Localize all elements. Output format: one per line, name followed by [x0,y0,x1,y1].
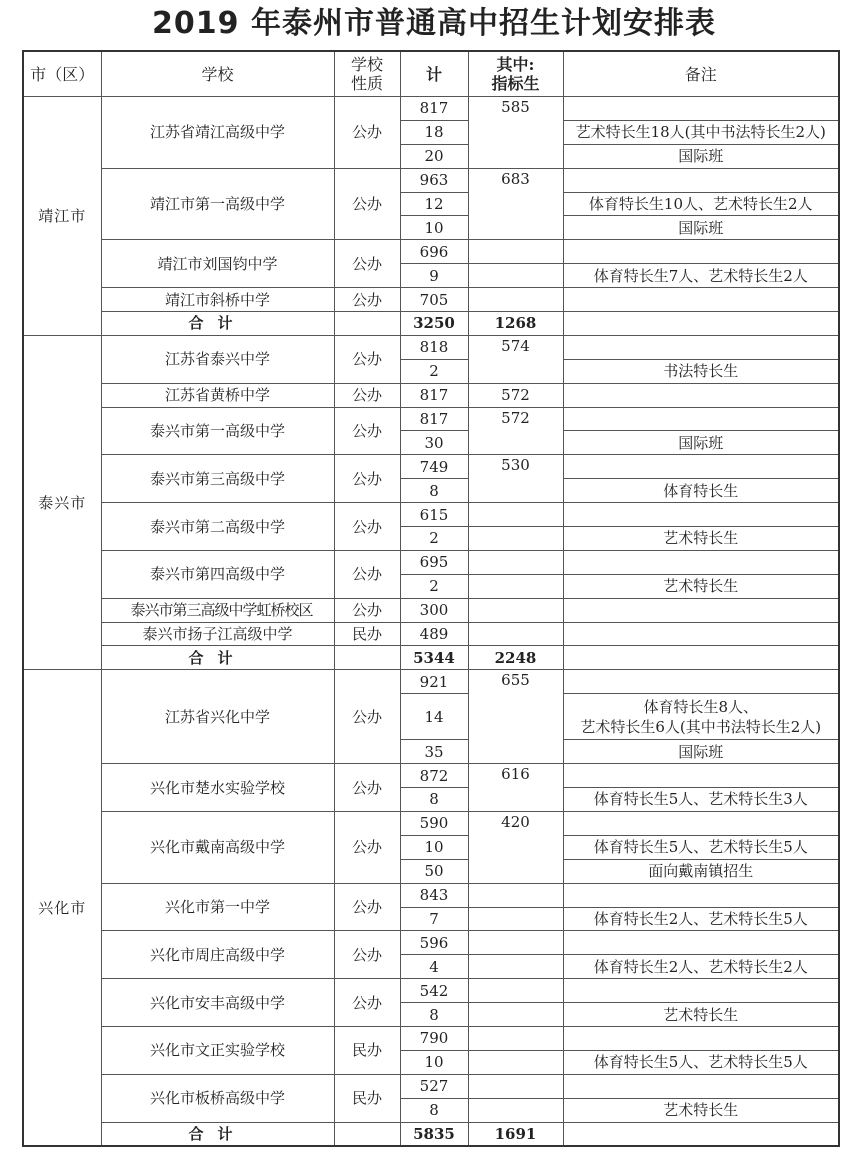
region-name-cell: 泰兴市 [23,335,101,669]
quota-cell [468,979,563,1003]
remark-cell [563,97,839,121]
header-remark: 备注 [563,51,839,97]
total-row [23,646,839,670]
quota-cell [468,907,563,931]
total-nature-cell [334,312,400,336]
remark-cell [563,383,839,407]
total-remark-cell [563,1122,839,1146]
school-name-cell: 兴化市安丰高级中学 [101,979,334,1027]
count-cell: 590 [400,811,468,835]
school-nature-cell: 民办 [334,622,400,646]
total-row [23,312,839,336]
school-name-cell: 江苏省靖江高级中学 [101,97,334,169]
total-count-cell: 3250 [400,312,468,336]
count-cell: 18 [400,120,468,144]
school-nature-cell: 公办 [334,240,400,288]
remark-cell [563,503,839,527]
school-name-cell: 兴化市周庄高级中学 [101,931,334,979]
count-cell: 818 [400,335,468,359]
count-cell: 8 [400,479,468,503]
school-nature-cell: 公办 [334,931,400,979]
total-label-cell: 合计 [101,646,334,670]
quota-cell [468,931,563,955]
count-cell: 705 [400,288,468,312]
table-row [23,407,839,431]
header-count: 计 [400,51,468,97]
count-cell: 872 [400,764,468,788]
school-name-cell: 靖江市第一高级中学 [101,168,334,240]
school-nature-cell: 公办 [334,407,400,455]
school-nature-cell: 公办 [334,288,400,312]
count-cell: 2 [400,527,468,551]
school-nature-cell: 公办 [334,811,400,883]
count-cell: 696 [400,240,468,264]
school-name-cell: 泰兴市第二高级中学 [101,503,334,551]
school-nature-cell: 公办 [334,168,400,240]
quota-cell [468,503,563,527]
quota-cell: 572 [468,383,563,407]
school-name-cell: 靖江市斜桥中学 [101,288,334,312]
count-cell: 50 [400,859,468,883]
count-cell: 615 [400,503,468,527]
header-school: 学校 [101,51,334,97]
remark-cell [563,335,839,359]
school-nature-cell: 公办 [334,764,400,812]
remark-cell [563,764,839,788]
school-name-cell: 兴化市楚水实验学校 [101,764,334,812]
remark-cell: 艺术特长生 [563,527,839,551]
school-name-cell: 兴化市文正实验学校 [101,1026,334,1074]
school-name-cell: 泰兴市第三高级中学虹桥校区 [101,598,334,622]
total-nature-cell [334,646,400,670]
header-row [23,51,839,97]
remark-cell: 艺术特长生 [563,1003,839,1027]
count-cell: 790 [400,1026,468,1050]
remark-cell: 体育特长生5人、艺术特长生5人 [563,835,839,859]
count-cell: 10 [400,835,468,859]
remark-cell: 体育特长生8人、 艺术特长生6人(其中书法特长生2人) [563,694,839,740]
quota-cell: 420 [468,811,563,883]
table-row [23,811,839,835]
school-nature-cell: 民办 [334,1026,400,1074]
remark-cell: 国际班 [563,431,839,455]
remark-cell: 体育特长生10人、艺术特长生2人 [563,192,839,216]
quota-cell [468,1026,563,1050]
header-city: 市（区） [23,51,101,97]
school-name-cell: 泰兴市扬子江高级中学 [101,622,334,646]
count-cell: 7 [400,907,468,931]
total-count-cell: 5344 [400,646,468,670]
count-cell: 14 [400,694,468,740]
school-name-cell: 兴化市第一中学 [101,883,334,931]
quota-cell: 574 [468,335,563,383]
quota-cell [468,550,563,574]
table-row [23,598,839,622]
count-cell: 2 [400,574,468,598]
quota-cell: 572 [468,407,563,455]
total-remark-cell [563,312,839,336]
school-nature-cell: 公办 [334,383,400,407]
count-cell: 35 [400,740,468,764]
total-quota-cell: 1691 [468,1122,563,1146]
school-nature-cell: 公办 [334,598,400,622]
quota-cell [468,527,563,551]
remark-cell [563,598,839,622]
total-label-cell: 合计 [101,312,334,336]
count-cell: 921 [400,670,468,694]
remark-cell: 国际班 [563,216,839,240]
quota-cell [468,955,563,979]
count-cell: 2 [400,359,468,383]
count-cell: 8 [400,1003,468,1027]
total-nature-cell [334,1122,400,1146]
quota-cell: 585 [468,97,563,169]
table-row [23,622,839,646]
school-name-cell: 江苏省黄桥中学 [101,383,334,407]
count-cell: 9 [400,264,468,288]
count-cell: 12 [400,192,468,216]
table-row [23,335,839,359]
school-name-cell: 泰兴市第三高级中学 [101,455,334,503]
total-quota-cell: 2248 [468,646,563,670]
remark-cell [563,455,839,479]
remark-cell: 书法特长生 [563,359,839,383]
remark-cell: 体育特长生5人、艺术特长生3人 [563,788,839,812]
school-name-cell: 泰兴市第四高级中学 [101,550,334,598]
school-nature-cell: 公办 [334,670,400,764]
count-cell: 542 [400,979,468,1003]
quota-cell [468,1074,563,1098]
quota-cell [468,883,563,907]
table-row [23,1074,839,1098]
remark-cell: 艺术特长生18人(其中书法特长生2人) [563,120,839,144]
count-cell: 817 [400,97,468,121]
school-name-cell: 靖江市刘国钧中学 [101,240,334,288]
remark-cell: 国际班 [563,740,839,764]
table-row [23,240,839,264]
header-quota: 其中: 指标生 [468,51,563,97]
count-cell: 527 [400,1074,468,1098]
total-label-cell: 合计 [101,1122,334,1146]
remark-cell [563,1026,839,1050]
count-cell: 10 [400,1050,468,1074]
school-name-cell: 兴化市戴南高级中学 [101,811,334,883]
remark-cell [563,240,839,264]
page-title: 2019 年泰州市普通高中招生计划安排表 [152,6,716,41]
remark-cell: 艺术特长生 [563,1098,839,1122]
school-name-cell: 兴化市板桥高级中学 [101,1074,334,1122]
quota-cell: 655 [468,670,563,764]
total-remark-cell [563,646,839,670]
quota-cell [468,288,563,312]
school-name-cell: 江苏省泰兴中学 [101,335,334,383]
school-nature-cell: 公办 [334,97,400,169]
remark-cell: 体育特长生 [563,479,839,503]
table-row [23,455,839,479]
school-name-cell: 泰兴市第一高级中学 [101,407,334,455]
remark-cell [563,407,839,431]
count-cell: 30 [400,431,468,455]
count-cell: 10 [400,216,468,240]
quota-cell [468,622,563,646]
count-cell: 817 [400,383,468,407]
total-row [23,1122,839,1146]
remark-cell [563,622,839,646]
quota-cell [468,240,563,264]
count-cell: 843 [400,883,468,907]
quota-cell [468,574,563,598]
remark-cell: 体育特长生5人、艺术特长生5人 [563,1050,839,1074]
count-cell: 817 [400,407,468,431]
remark-cell [563,670,839,694]
remark-cell [563,883,839,907]
table-row [23,503,839,527]
table-row [23,670,839,694]
school-nature-cell: 公办 [334,883,400,931]
remark-cell: 国际班 [563,144,839,168]
enrollment-plan-table [22,50,840,1147]
remark-cell: 艺术特长生 [563,574,839,598]
school-nature-cell: 公办 [334,550,400,598]
count-cell: 489 [400,622,468,646]
remark-cell: 体育特长生2人、艺术特长生5人 [563,907,839,931]
table-row [23,550,839,574]
count-cell: 749 [400,455,468,479]
quota-cell [468,1050,563,1074]
school-nature-cell: 公办 [334,503,400,551]
school-nature-cell: 公办 [334,455,400,503]
total-quota-cell: 1268 [468,312,563,336]
count-cell: 8 [400,1098,468,1122]
count-cell: 695 [400,550,468,574]
header-nature: 学校 性质 [334,51,400,97]
remark-cell [563,931,839,955]
count-cell: 300 [400,598,468,622]
table-row [23,1026,839,1050]
count-cell: 8 [400,788,468,812]
region-name-cell: 靖江市 [23,97,101,336]
count-cell: 20 [400,144,468,168]
school-nature-cell: 民办 [334,1074,400,1122]
remark-cell [563,288,839,312]
remark-cell [563,1074,839,1098]
table-row [23,931,839,955]
quota-cell [468,1098,563,1122]
school-nature-cell: 公办 [334,979,400,1027]
quota-cell: 616 [468,764,563,812]
remark-cell: 面向戴南镇招生 [563,859,839,883]
quota-cell [468,598,563,622]
total-count-cell: 5835 [400,1122,468,1146]
remark-cell [563,979,839,1003]
remark-cell: 体育特长生2人、艺术特长生2人 [563,955,839,979]
quota-cell [468,1003,563,1027]
school-name-cell: 江苏省兴化中学 [101,670,334,764]
remark-cell [563,168,839,192]
table-row [23,383,839,407]
table-row [23,764,839,788]
remark-cell: 体育特长生7人、艺术特长生2人 [563,264,839,288]
quota-cell: 683 [468,168,563,240]
school-nature-cell: 公办 [334,335,400,383]
table-body [23,97,839,1146]
region-name-cell: 兴化市 [23,670,101,1146]
quota-cell [468,264,563,288]
count-cell: 4 [400,955,468,979]
remark-cell [563,811,839,835]
table-row [23,97,839,121]
table-row [23,883,839,907]
table-row [23,168,839,192]
count-cell: 963 [400,168,468,192]
table-row [23,979,839,1003]
table-row [23,288,839,312]
remark-cell [563,550,839,574]
quota-cell: 530 [468,455,563,503]
count-cell: 596 [400,931,468,955]
